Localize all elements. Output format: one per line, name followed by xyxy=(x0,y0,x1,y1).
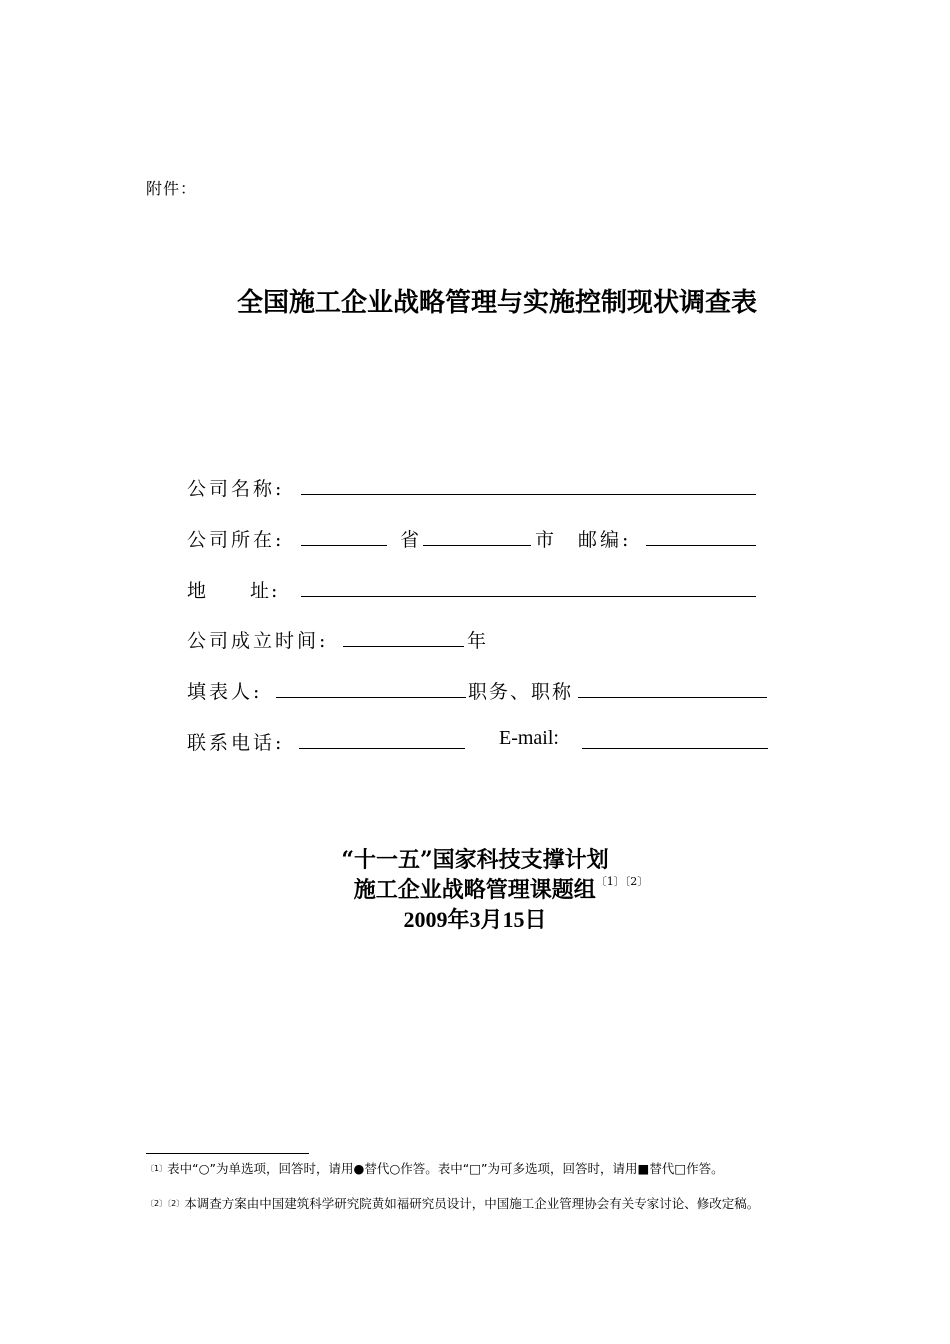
year-label: 年 xyxy=(467,630,490,652)
footnote-1-text: 表中“○”为单选项，回答时，请用●替代○作答。表中“□”为可多选项，回答时，请用■替代□作答。 xyxy=(167,1161,724,1176)
company-name-label: 公司名称: xyxy=(187,478,285,500)
group-name: 施工企业战略管理课题组 xyxy=(353,877,596,903)
footnote-divider xyxy=(146,1153,309,1154)
company-name-field[interactable] xyxy=(301,494,756,495)
founded-year-field[interactable] xyxy=(343,646,464,647)
footnote-ref[interactable]: 〔1〕〔2〕 xyxy=(595,875,649,888)
province-label: 省 xyxy=(400,529,423,551)
city-label: 市 xyxy=(535,529,558,551)
footnote-1-mark: 〔1〕 xyxy=(146,1164,168,1173)
province-field[interactable] xyxy=(301,545,387,546)
footnote-2-mark: 〔2〕〔2〕 xyxy=(146,1199,185,1208)
founded-label: 公司成立时间: xyxy=(187,630,329,652)
footnote-2 xyxy=(146,1193,811,1214)
group-line xyxy=(0,873,950,904)
position-field[interactable] xyxy=(578,697,767,698)
attachment-label: 附件： xyxy=(146,179,198,198)
phone-field[interactable] xyxy=(299,748,465,749)
document-title: 全国施工企业战略管理与实施控制现状调查表 xyxy=(236,288,757,318)
email-field[interactable] xyxy=(582,748,768,749)
postcode-field[interactable] xyxy=(646,545,756,546)
postcode-label: 邮编: xyxy=(578,529,632,551)
email-label: E-mail: xyxy=(499,727,559,749)
city-field[interactable] xyxy=(423,545,531,546)
footnote-1 xyxy=(146,1158,811,1179)
date-line: 2009年3月15日 xyxy=(403,907,547,932)
address-label: 地 址: xyxy=(187,580,280,602)
filler-field[interactable] xyxy=(276,697,466,698)
address-field[interactable] xyxy=(301,596,756,597)
footnote-2-text: 本调查方案由中国建筑科学研究院黄如福研究员设计，中国施工企业管理协会有关专家讨论、修改定稿。 xyxy=(184,1196,760,1211)
phone-label: 联系电话: xyxy=(187,732,285,754)
program-line: “十一五”国家科技支撑计划 xyxy=(341,847,609,873)
filler-label: 填表人: xyxy=(187,681,263,703)
location-label: 公司所在: xyxy=(187,529,285,551)
position-label: 职务、职称 xyxy=(468,681,574,703)
